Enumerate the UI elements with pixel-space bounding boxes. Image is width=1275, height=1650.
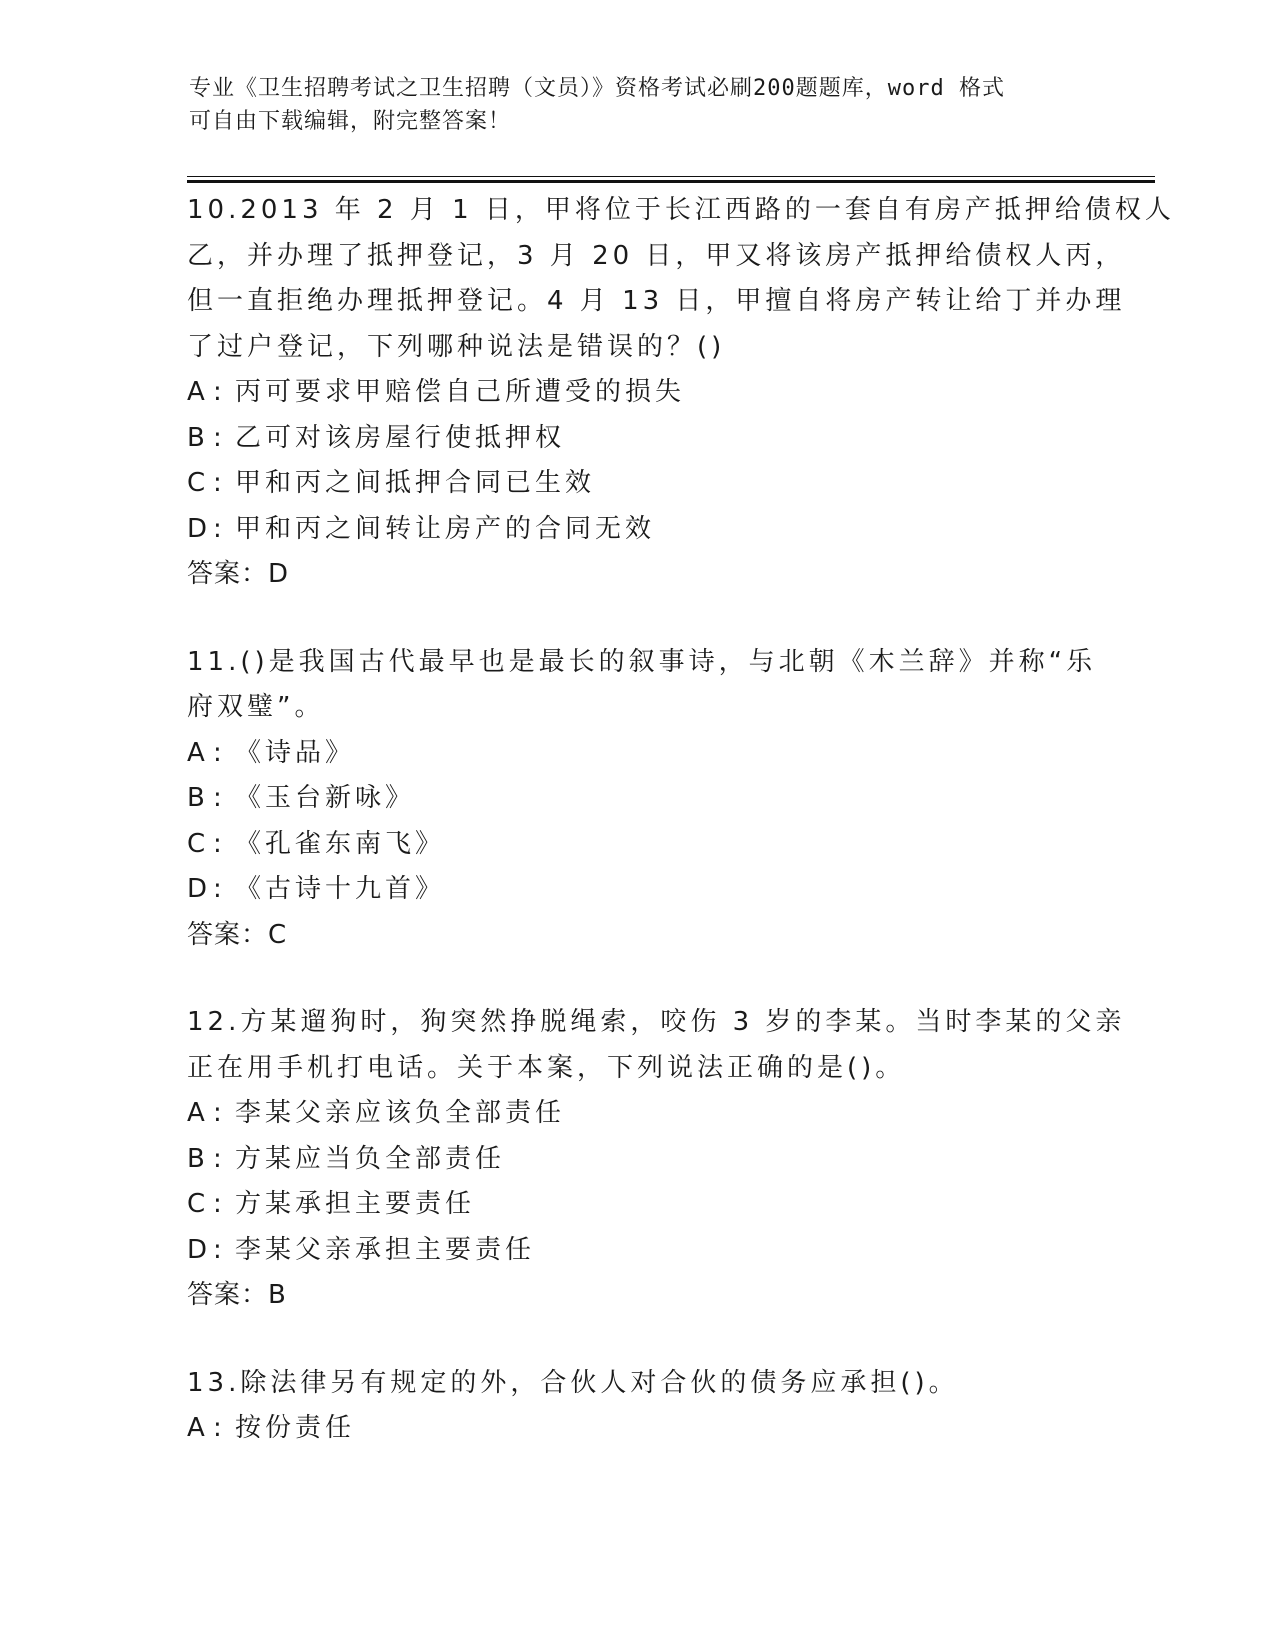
option-a: A : 《诗品》 (187, 731, 1087, 777)
question-stem-line: 12.方某遛狗时，狗突然挣脱绳索，咬伤 3 岁的李某。当时李某的父亲 (187, 1007, 1126, 1037)
option-text: 《古诗十九首》 (235, 874, 446, 904)
option-text: 丙可要求甲赔偿自己所遭受的损失 (235, 377, 686, 407)
question-stem-line: 13.除法律另有规定的外，合伙人对合伙的债务应承担()。 (187, 1367, 959, 1398)
option-text: 《玉台新咏》 (235, 783, 416, 813)
option-a: A : 按份责任 (187, 1406, 1087, 1452)
option-letter: A (187, 1098, 209, 1128)
option-c: C : 方某承担主要责任 (187, 1182, 1087, 1228)
option-text: 《诗品》 (235, 737, 356, 768)
option-letter: B (187, 1143, 209, 1174)
option-letter: D (187, 1234, 212, 1265)
option-text: 方某承担主要责任 (235, 1189, 476, 1219)
option-letter: D (187, 874, 212, 904)
question-12 (187, 1000, 1126, 1319)
question-stem-line: 11.()是我国古代最早也是最长的叙事诗，与北朝《木兰辞》并称“乐 (187, 646, 1097, 677)
question-stem-line: 乙，并办理了抵押登记，3 月 20 日，甲又将该房产抵押给债权人丙， (187, 240, 1126, 271)
option-b: B : 《玉台新咏》 (187, 776, 1087, 822)
answer-line: 答案：D (187, 559, 290, 589)
option-letter: A (187, 377, 209, 407)
document-header (189, 72, 1089, 138)
option-text: 按份责任 (235, 1413, 356, 1443)
answer-line: 答案：B (187, 1280, 287, 1310)
option-d: D: 甲和丙之间转让房产的合同无效 (187, 507, 1087, 553)
header-divider-thick (187, 180, 1155, 183)
question-11 (187, 640, 1097, 959)
option-text: 方某应当负全部责任 (235, 1143, 506, 1174)
option-a: A : 丙可要求甲赔偿自己所遭受的损失 (187, 370, 1087, 416)
option-c: C : 甲和丙之间抵押合同已生效 (187, 461, 1087, 507)
option-a: A : 李某父亲应该负全部责任 (187, 1091, 1087, 1137)
question-stem-line: 但一直拒绝办理抵押登记。4 月 13 日，甲擅自将房产转让给丁并办理 (187, 286, 1126, 316)
option-text: 甲和丙之间抵押合同已生效 (235, 468, 596, 498)
option-letter: B (187, 422, 209, 453)
question-stem-line: 正在用手机打电话。关于本案，下列说法正确的是()。 (187, 1052, 906, 1083)
option-c: C : 《孔雀东南飞》 (187, 822, 1087, 868)
option-text: 甲和丙之间转让房产的合同无效 (235, 513, 656, 544)
option-text: 李某父亲应该负全部责任 (235, 1098, 566, 1128)
header-line: 专业《卫生招聘考试之卫生招聘（文员）》资格考试必刷200题题库，word 格式 (189, 76, 1005, 101)
header-line: 可自由下载编辑，附完整答案！ (189, 109, 512, 134)
question-stem-line: 10.2013 年 2 月 1 日，甲将位于长江西路的一套自有房产抵押给债权人 (187, 195, 1175, 225)
question-stem-line: 府双璧”。 (187, 692, 325, 722)
option-letter: A (187, 1413, 209, 1443)
option-d: D: 《古诗十九首》 (187, 867, 1087, 913)
question-stem-line: 了过户登记，下列哪种说法是错误的？() (187, 331, 726, 362)
option-letter: B (187, 783, 209, 813)
option-b: B : 乙可对该房屋行使抵押权 (187, 416, 1087, 462)
option-letter: D (187, 513, 212, 544)
header-divider-thin (187, 176, 1155, 177)
option-letter: A (187, 737, 209, 768)
option-text: 乙可对该房屋行使抵押权 (235, 422, 566, 453)
question-13 (187, 1361, 1087, 1452)
option-text: 李某父亲承担主要责任 (235, 1234, 536, 1265)
option-b: B : 方某应当负全部责任 (187, 1137, 1087, 1183)
option-letter: C (187, 1189, 210, 1219)
question-list (187, 188, 1175, 1494)
option-d: D: 李某父亲承担主要责任 (187, 1228, 1087, 1274)
option-text: 《孔雀东南飞》 (235, 828, 446, 859)
question-10 (187, 188, 1175, 598)
option-letter: C (187, 828, 210, 859)
answer-line: 答案：C (187, 919, 288, 950)
option-letter: C (187, 468, 210, 498)
